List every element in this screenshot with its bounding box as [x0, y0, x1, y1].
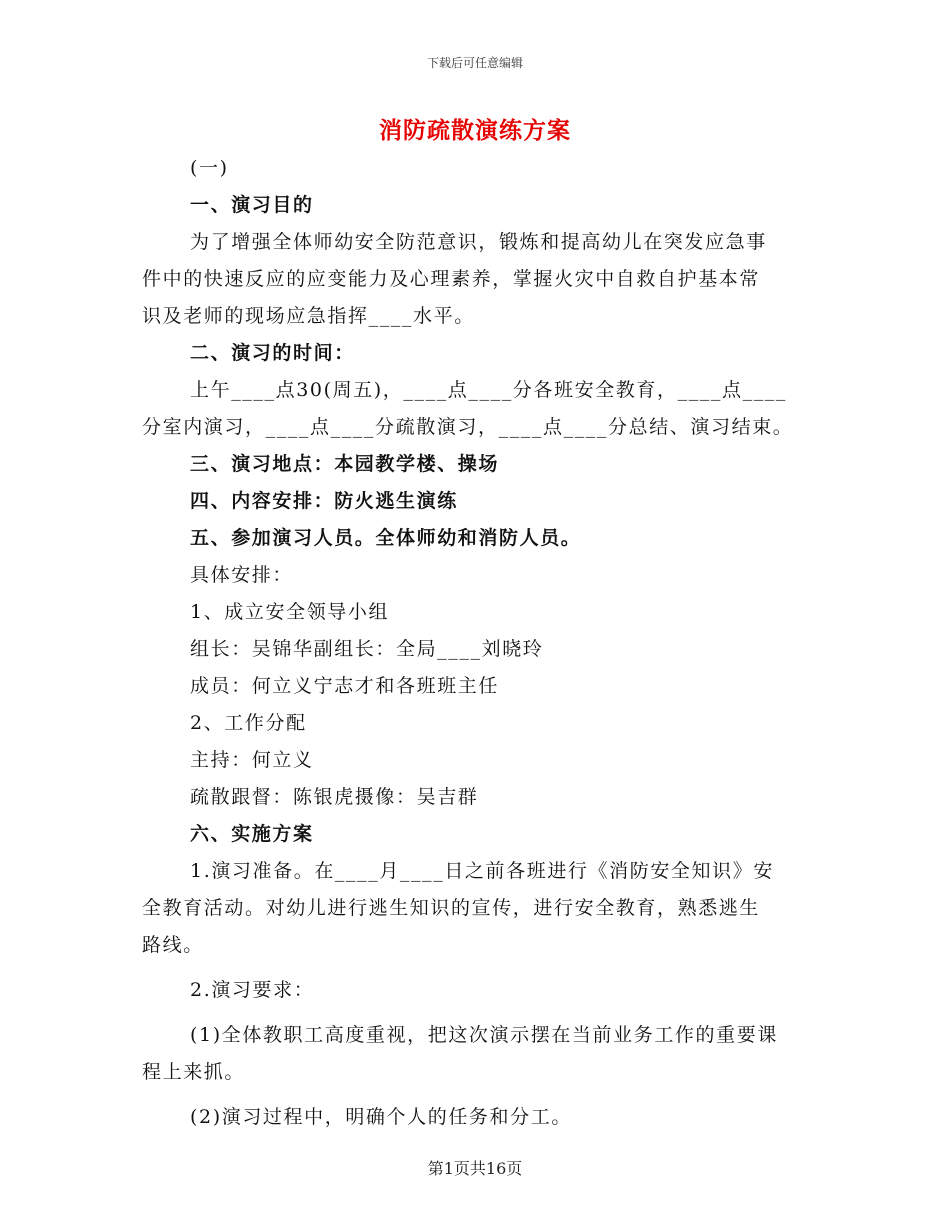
list-item: 主持：何立义: [190, 749, 314, 771]
document-title: 消防疏散演练方案: [379, 118, 571, 144]
document-body: [142, 150, 808, 1136]
paragraph-line: 全教育活动。对幼儿进行逃生知识的宣传，进行安全教育，熟悉逃生: [142, 897, 761, 919]
page-number: 第1页共16页: [427, 1159, 523, 1178]
paragraph-line: 1.演习准备。在____月____日之前各班进行《消防安全知识》安: [190, 860, 774, 882]
paragraph-line: 件中的快速反应的应变能力及心理素养，掌握火灾中自救自护基本常: [142, 268, 761, 290]
section-heading-content: 四、内容安排：防火逃生演练: [190, 490, 458, 512]
list-item: 2、工作分配: [190, 712, 307, 734]
part-label: (一): [190, 157, 229, 179]
section-heading-location: 三、演习地点：本园教学楼、操场: [190, 453, 500, 475]
paragraph-line: 为了增强全体师幼安全防范意识，锻炼和提高幼儿在突发应急事: [190, 231, 767, 253]
paragraph-line: 程上来抓。: [142, 1061, 246, 1083]
list-item: 成员：何立义宁志才和各班班主任: [190, 675, 500, 697]
paragraph-line: 分室内演习，____点____分疏散演习，____点____分总结、演习结束。: [142, 416, 794, 438]
header-note: 下载后可任意编辑: [426, 56, 523, 70]
paragraph-line: 路线。: [142, 934, 204, 956]
section-heading-purpose: 一、演习目的: [190, 194, 314, 216]
paragraph-line: 识及老师的现场应急指挥____水平。: [142, 305, 475, 327]
list-item: 1、成立安全领导小组: [190, 601, 390, 623]
list-item: 组长：吴锦华副组长：全局____刘晓玲: [190, 638, 544, 660]
list-item: 疏散跟督：陈银虎摄像：吴吉群: [190, 786, 479, 808]
arrangement-label: 具体安排：: [190, 564, 294, 586]
requirements-label: 2.演习要求：: [190, 979, 315, 1001]
paragraph-line: (2)演习过程中，明确个人的任务和分工。: [190, 1106, 572, 1128]
paragraph-line: (1)全体教职工高度重视，把这次演示摆在当前业务工作的重要课: [190, 1024, 778, 1046]
section-heading-plan: 六、实施方案: [190, 823, 314, 845]
paragraph-line: 上午____点30(周五)，____点____分各班安全教育，____点____: [190, 379, 788, 401]
section-heading-participants: 五、参加演习人员。全体师幼和消防人员。: [190, 527, 582, 549]
section-heading-time: 二、演习的时间：: [190, 342, 355, 364]
